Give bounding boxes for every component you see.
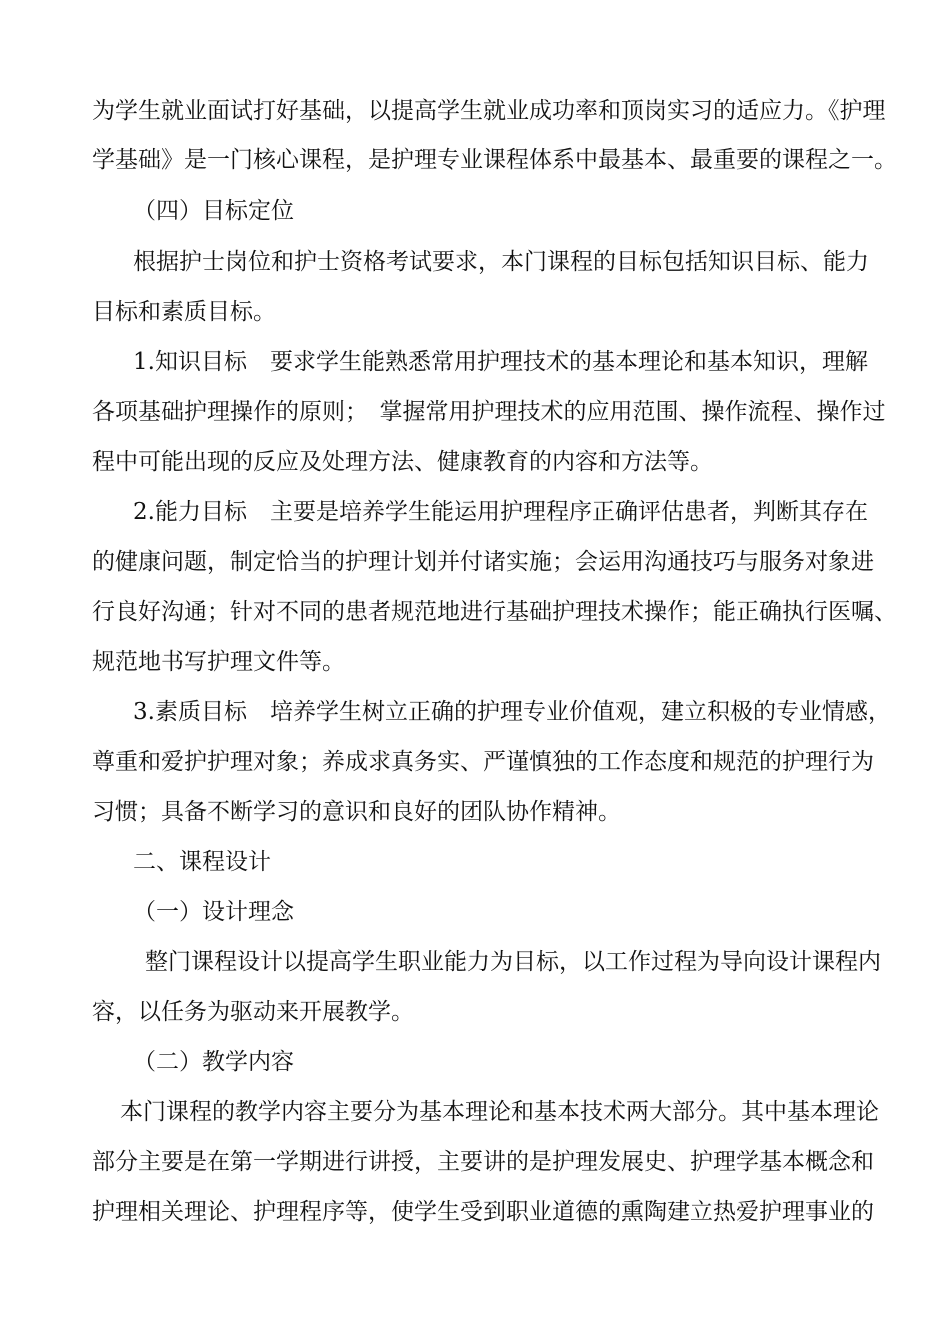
section-heading: （四）目标定位: [133, 198, 294, 224]
text-line: 本门课程的教学内容主要分为基本理论和基本技术两大部分。其中基本理论: [120, 1099, 879, 1125]
text-line: 学基础》是一门核心课程，是护理专业课程体系中最基本、最重要的课程之一。: [92, 147, 897, 173]
text-line: 3.素质目标 培养学生树立正确的护理专业价值观，建立积极的专业情感，: [133, 699, 891, 725]
text-line: 程中可能出现的反应及处理方法、健康教育的内容和方法等。: [92, 449, 713, 475]
text-line: 容，以任务为驱动来开展教学。: [92, 999, 414, 1025]
text-line: 习惯；具备不断学习的意识和良好的团队协作精神。: [92, 799, 621, 825]
section-heading: 二、课程设计: [133, 849, 271, 875]
text-line: 2.能力目标 主要是培养学生能运用护理程序正确评估患者，判断其存在: [133, 499, 868, 525]
section-heading: （二）教学内容: [133, 1049, 294, 1075]
text-line: 部分主要是在第一学期进行讲授，主要讲的是护理发展史、护理学基本概念和: [92, 1149, 874, 1175]
text-line: 的健康问题，制定恰当的护理计划并付诸实施；会运用沟通技巧与服务对象进: [92, 549, 874, 575]
text-line: 1.知识目标 要求学生能熟悉常用护理技术的基本理论和基本知识，理解: [133, 349, 868, 375]
text-line: 尊重和爱护护理对象；养成求真务实、严谨慎独的工作态度和规范的护理行为: [92, 749, 874, 775]
text-line: 各项基础护理操作的原则； 掌握常用护理技术的应用范围、操作流程、操作过: [92, 399, 886, 425]
text-line: 整门课程设计以提高学生职业能力为目标，以工作过程为导向设计课程内: [145, 949, 881, 975]
text-line: 护理相关理论、护理程序等，使学生受到职业道德的熏陶建立热爱护理事业的: [92, 1199, 874, 1225]
text-line: 目标和素质目标。: [92, 299, 276, 325]
text-line: 规范地书写护理文件等。: [92, 649, 345, 675]
text-line: 根据护士岗位和护士资格考试要求，本门课程的目标包括知识目标、能力: [133, 249, 869, 275]
text-line: 为学生就业面试打好基础，以提高学生就业成功率和顶岗实习的适应力。《护理: [92, 98, 886, 124]
text-line: 行良好沟通；针对不同的患者规范地进行基础护理技术操作；能正确执行医嘱、: [92, 599, 897, 625]
section-heading: （一）设计理念: [133, 899, 294, 925]
